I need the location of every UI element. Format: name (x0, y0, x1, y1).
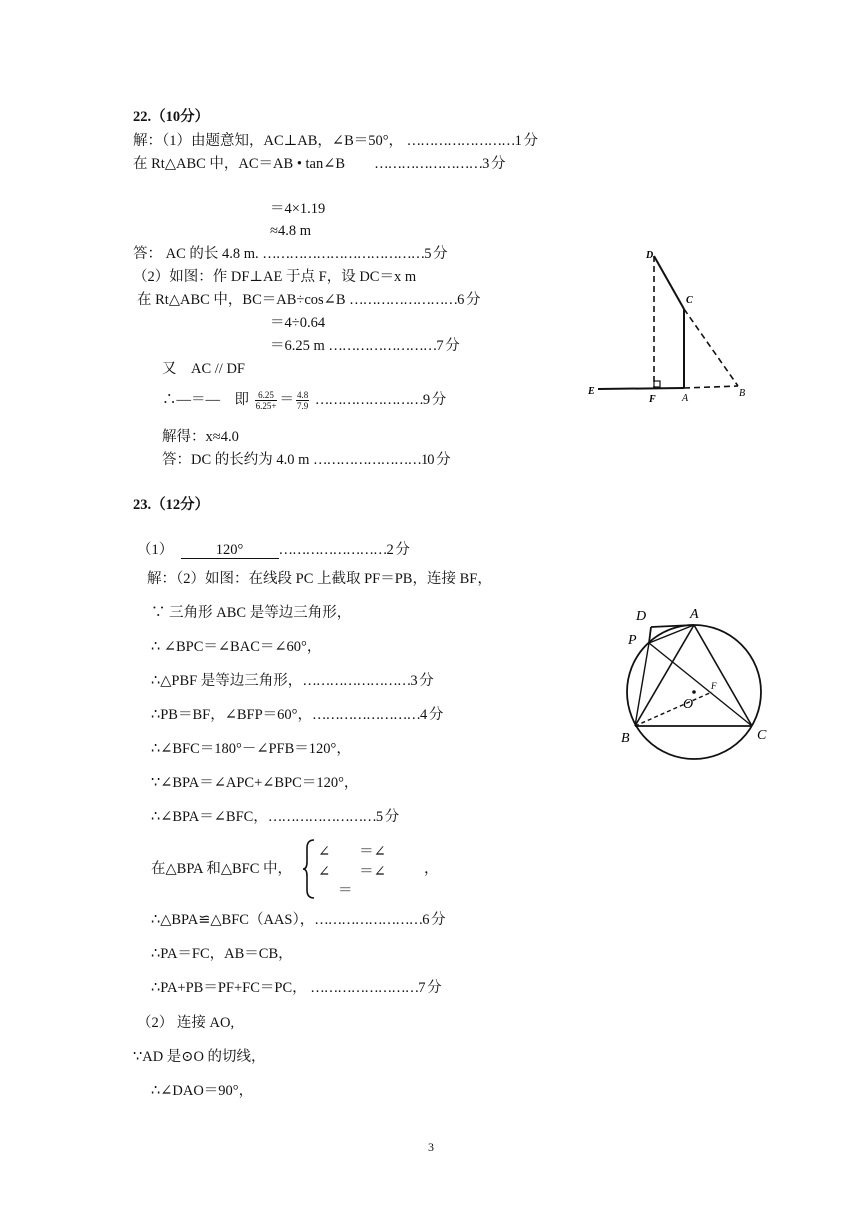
label-e: E (588, 386, 595, 397)
line-da (651, 625, 694, 627)
q23-line-5: ∴△PBF 是等边三角形，……………………3 分 (151, 673, 433, 689)
fraction-1: $\frac{6.25}{6.25+}$ (255, 390, 277, 411)
q23-line-15: ∵AD 是⊙O 的切线， (133, 1049, 266, 1065)
label-f: F (711, 681, 717, 691)
page-number: 3 (428, 1140, 434, 1154)
line-pa (649, 625, 694, 643)
q23-line-2: 解：（2）如图：在线段 PC 上截取 PF＝PB，连接 BF， (147, 571, 492, 587)
right-angle-mark (654, 381, 660, 387)
label-o: O (683, 697, 694, 712)
q23-line-3: ∵ 三角形 ABC 是等边三角形， (151, 605, 352, 621)
q22-figure (580, 240, 760, 410)
label-b: B (621, 731, 630, 746)
q23-line-9: ∴∠BPA＝∠BFC，……………………5 分 (151, 809, 399, 825)
line-ab (684, 386, 738, 388)
q23-line-4: ∴ ∠BPC＝∠BAC＝∠60°， (151, 639, 322, 655)
q22-line-7: 在 Rt△ABC 中，BC＝AB÷cos∠B ……………………6 分 (137, 292, 480, 308)
q23-line-8: ∵∠BPA＝∠APC+∠BPC＝120°， (151, 775, 359, 791)
q23-figure (610, 600, 780, 770)
system-line-1: ∠ ＝∠ (318, 844, 386, 860)
system-comma: ， (424, 861, 439, 877)
q22-line-4: ≈4.8 m (270, 223, 311, 239)
q23-line-10: 在△BPA 和△BFC 中， (151, 861, 293, 877)
q22-line-6: （2）如图：作 DF⊥AE 于点 F，设 DC＝x m (133, 269, 417, 285)
q22-line-2: 在 Rt△ABC 中，AC＝AB • tan∠B ……………………3 分 (133, 156, 505, 172)
q23-line-6: ∴PB＝BF，∠BFP＝60°，……………………4 分 (151, 707, 443, 723)
q22-line-10: 又 AC // DF (162, 361, 245, 377)
system-line-3: ＝ (338, 883, 353, 899)
line-bf (635, 692, 712, 726)
q22-line-3: ＝4×1.19 (270, 201, 326, 217)
q23-line-14: （2） 连接 AO, (137, 1015, 235, 1031)
q23-line-16: ∴∠DAO＝90°， (151, 1083, 254, 1099)
q23-line-12: ∴PA＝FC，AB＝CB， (151, 946, 293, 962)
label-a: A (690, 607, 699, 622)
label-c: C (686, 295, 693, 306)
q23-line-13: ∴PA+PB＝PF+FC＝PC， ……………………7 分 (151, 980, 441, 996)
q22-answer-2: 答：DC 的长约为 4.0 m ……………………10 分 (162, 452, 450, 468)
center-point (692, 690, 696, 694)
q22-line-9: ＝6.25 m ……………………7 分 (270, 338, 459, 354)
line-ac (694, 625, 752, 726)
line-cb (684, 309, 738, 386)
label-p: P (628, 633, 637, 648)
label-d: D (636, 609, 647, 624)
label-d: D (646, 250, 654, 261)
system-line-2: ∠ ＝∠ (318, 864, 386, 880)
q23-line-7: ∴∠BFC＝180°－∠PFB＝120°， (151, 741, 351, 757)
q22-line-1: 解：（1）由题意知，AC⊥AB，∠B＝50°， ……………………1 分 (133, 133, 538, 149)
q22-line-8: ＝4÷0.64 (270, 315, 326, 331)
line-ea (598, 388, 684, 389)
label-c: C (757, 728, 767, 743)
line-dc (654, 256, 684, 309)
fraction-2: $\frac{4.8}{7.9}$ (296, 390, 309, 411)
left-brace (302, 838, 316, 900)
label-a: A (682, 393, 689, 404)
q23-line-1: （1） 120° ……………………2 分 (137, 542, 409, 558)
q22-line-11: ∴—＝— 即 $\frac{6.25}{6.25+}$ ＝ $\frac{4.8}{7.9}$ ……………………9 分 (162, 390, 446, 411)
q22-line-12: 解得：x≈4.0 (162, 429, 239, 445)
q22-header: 22.（10分） (133, 109, 210, 125)
q22-answer-1: 答： AC 的长 4.8 m. ………………………………5 分 (133, 246, 447, 262)
label-b: B (739, 388, 746, 399)
q23-line-11: ∴△BPA≌△BFC（AAS），……………………6 分 (151, 912, 445, 928)
answer-blank: 120° (181, 542, 279, 559)
q23-header: 23.（12分） (133, 497, 210, 513)
label-f: F (649, 394, 656, 405)
